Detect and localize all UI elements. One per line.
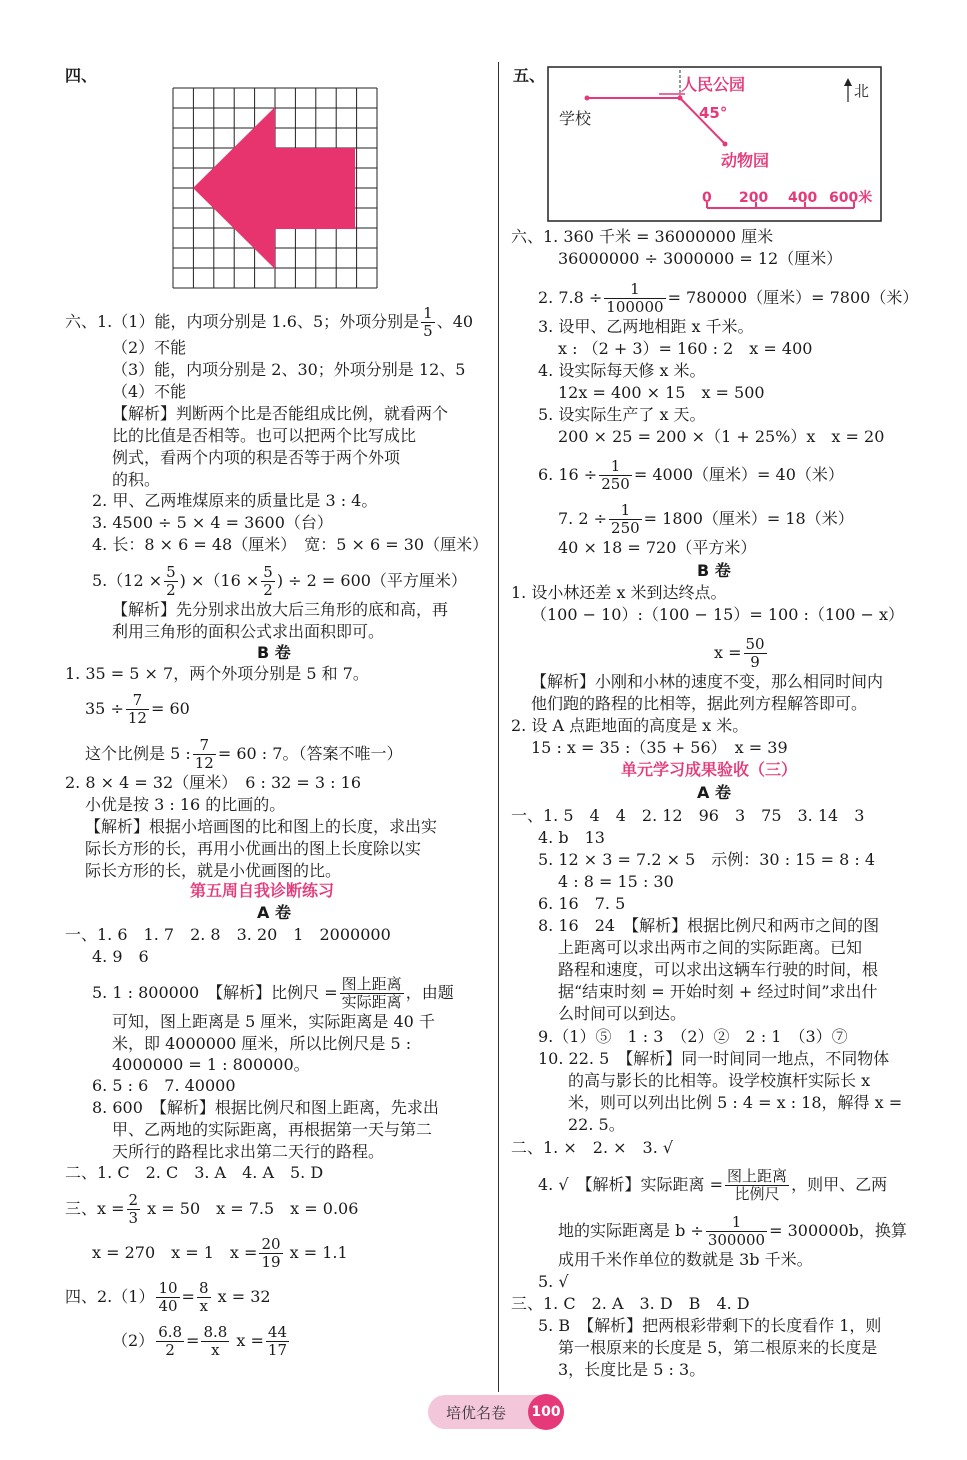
analysis-line: 【解析】判断两个比是否能组成比例，就看两个 [112,404,449,423]
analysis-line: 他们跑的路程的比相等，据此列方程解答即可。 [531,694,868,713]
a-item5c: 可知，图上距离是 5 厘米，实际距离是 40 千 [112,1012,435,1031]
analysis-line: 际长方形的长，就是小优画图的比。 [85,861,342,880]
map-diagram [547,66,882,222]
scale-0: 0 [702,190,712,206]
rsan-item5a: 5. B 【解析】把两根彩带剩下的长度看作 1，则 [538,1316,882,1335]
er-row: 二、1. C 2. C 3. A 4. A 5. D [65,1163,324,1182]
b-item1a: 1. 35 = 5 × 7，两个外项分别是 5 和 7。 [65,664,369,683]
footer-label: 培优名卷 [446,1404,507,1422]
analysis-line: 比的比值是否相等。也可以把两个比写成比 [112,426,417,445]
a-item5e: 4000000 = 1 : 800000。 [112,1055,310,1074]
r6-item1a: 六、1. 360 千米 = 36000000 厘米 [511,227,774,246]
ra-item10b: 的高与影长的比相等。设学校旗杆实际长 x [568,1071,871,1090]
column-divider [498,62,499,1392]
r6-item4a: 4. 设实际每天修 x 米。 [538,361,706,380]
fraction-1-5: $\frac{1}{5}$ [423,304,433,340]
si-row1: 四、2.（1） $\frac{10}{40}$ = $\frac{8}{x}$ x = 32 [65,1279,271,1315]
ra-item5b: 4 : 8 = 15 : 30 [558,872,674,891]
a-item8c: 天所行的路程比求出第二天行的路程。 [112,1142,385,1161]
s6-item4: 4. 长：8 × 6 = 48（厘米） 宽：5 × 6 = 30（厘米） [92,535,489,554]
ra-item8b: 上距离可以求出两市之间的实际距离。已知 [558,938,863,957]
ra-item8a: 8. 16 24 【解析】根据比例尺和两市之间的图 [538,916,880,935]
ra-item5a: 5. 12 × 3 = 7.2 × 5 示例：30 : 15 = 8 : 4 [538,850,876,869]
analysis-line: 【解析】先分别求出放大后三角形的底和高，再 [112,600,449,619]
week5-title: 第五周自我诊断练习 [190,881,335,900]
s6-item5: 5.（12 × $\frac{5}{2}$ ) ×（16 × $\frac{5}{2}$ ) ÷ 2 = 600（平方厘米） [92,563,467,599]
a-item5a: 5. 1 : 800000 【解析】比例尺 = 图上距离 实际距离 ，由题 [92,975,454,1011]
ra-item8e: 么时间可以到达。 [558,1004,687,1023]
unit3-title: 单元学习成果验收（三） [621,760,798,779]
zoo-label: 动物园 [721,151,770,170]
analysis-line: 例式，看两个内项的积是否等于两个外项 [112,448,401,467]
arrow-shape [193,107,355,269]
rsan-item5c: 3，长度比是 5 : 3。 [558,1360,706,1379]
angle-label: 45° [699,104,728,122]
rsan-item5b: 第一根原来的长度是 5，第二根原来的长度是 [558,1338,878,1357]
ra-item10d: 22. 5。 [568,1115,625,1134]
s6-item1a: 六、1.（1）能，内项分别是 1.6、5；外项分别是 $\frac{1}{5}$ 、40 [65,304,474,340]
b-item1c: 这个比例是 5 : $\frac{7}{12}$ = 60 : 7。（答案不唯一） [85,736,403,772]
a-item5d: 米，即 4000000 厘米，所以比例尺是 5 : [112,1034,412,1053]
a-item1b: 4. 9 6 [92,947,149,966]
a-item1a: 一、1. 6 1. 7 2. 8 3. 20 1 2000000 [65,925,391,944]
ra-item10c: 米，则可以列出比例 5 : 4 = x : 18，解得 x = [568,1093,903,1112]
analysis-line: 【解析】小刚和小林的速度不变，那么相同时间内 [531,672,884,691]
r6-item5b: 200 × 25 = 200 ×（1 + 25%）x x = 20 [558,427,885,446]
s6-item1c: （3）能，内项分别是 2、30；外项分别是 12、5 [112,360,466,379]
a-item8a: 8. 600 【解析】根据比例尺和图上距离，先求出 [92,1098,439,1117]
rb-item1a: 1. 设小林还差 x 米到达终点。 [511,583,727,602]
r6-item3b: x : （2 + 3）= 160 : 2 x = 400 [558,339,813,358]
a-paper-label-right: A 卷 [697,783,731,802]
s6-item3: 3. 4500 ÷ 5 × 4 = 3600（台） [92,513,333,532]
b-paper-label-right: B 卷 [697,561,731,580]
ra-item8c: 路程和速度，可以求出这辆车行驶的时间，根 [558,960,879,979]
scale-400: 400 [788,190,818,206]
a-item8b: 甲、乙两地的实际距离，再根据第一天与第二 [112,1120,433,1139]
ra-item10a: 10. 22. 5 【解析】同一时间同一地点，不同物体 [538,1049,890,1068]
scale-600: 600米 [829,190,873,206]
s6-item1b: （2）不能 [112,338,187,357]
rer-item4c: 地的实际距离是 b ÷ $\frac{1}{300000}$ = 300000b，换算 [558,1213,907,1249]
scale-200: 200 [739,190,769,206]
analysis-line: 利用三角形的面积公式求出面积即可。 [112,622,385,641]
ra-item1b: 4. b 13 [538,828,605,847]
ra-item8d: 据“结束时刻 = 开始时刻 + 经过时间”求出什 [558,982,878,1001]
b-item2a: 2. 8 × 4 = 32（厘米） 6 : 32 = 3 : 16 [65,773,362,792]
rsan-item1: 三、1. C 2. A 3. D B 4. D [511,1294,750,1313]
rb-item2a: 2. 设 A 点距地面的高度是 x 米。 [511,716,749,735]
b-paper-label: B 卷 [257,643,291,662]
r6-item1b: 36000000 ÷ 3000000 = 12（厘米） [558,249,843,268]
a-paper-label: A 卷 [257,903,291,922]
analysis-line: 际长方形的长，再用小优画出的图上长度除以实 [85,839,422,858]
s6-item1d: （4）不能 [112,382,187,401]
school-label: 学校 [559,109,592,128]
r6-item6: 6. 16 ÷ $\frac{1}{250}$ = 4000（厘米）= 40（米） [538,457,844,493]
ra-item1a: 一、1. 5 4 4 2. 12 96 3 75 3. 14 3 [511,806,865,825]
r6-item7: 7. 2 ÷ $\frac{1}{250}$ = 1800（厘米）= 18（米） [558,501,854,537]
b-item2b: 小优是按 3 : 16 的比画的。 [85,795,286,814]
rer-item4a: 4. √ 【解析】实际距离 = 图上距离 比例尺 ，则甲、乙两 [538,1167,888,1203]
analysis-line: 的积。 [112,470,161,489]
page-number: 100 [528,1394,564,1430]
analysis-line: 【解析】根据小培画图的比和图上的长度，求出实 [85,817,438,836]
rer-item1: 二、1. × 2. × 3. √ [511,1138,674,1157]
a-item6: 6. 5 : 6 7. 40000 [92,1076,236,1095]
rb-item1c: x = $\frac{50}{9}$ [714,635,765,671]
north-label: 北 [854,82,870,100]
ra-item6: 6. 16 7. 5 [538,894,626,913]
rer-item5: 5. √ [538,1272,569,1291]
section-four-label: 四、 [65,66,98,85]
r6-item3a: 3. 设甲、乙两地相距 x 千米。 [538,317,754,336]
park-label: 人民公园 [681,75,746,94]
ra-item9: 9.（1）⑤ 1 : 3 （2）② 2 : 1 （3）⑦ [538,1027,848,1046]
r6-item5a: 5. 设实际生产了 x 天。 [538,405,706,424]
s6-item2: 2. 甲、乙两堆煤原来的质量比是 3 : 4。 [92,491,378,510]
section-five-label: 五、 [513,66,546,85]
rer-item4f: 成用千米作单位的数就是 3b 千米。 [558,1250,813,1269]
si-row2: （2） $\frac{6.8}{2}$ = $\frac{8.8}{x}$ x = $\frac{44}{17}$ [112,1323,288,1359]
r6-item2: 2. 7.8 ÷ $\frac{1}{100000}$ = 780000（厘米）= 7800（米） [538,280,919,316]
r6-item7c: 40 × 18 = 720（平方米） [558,538,757,557]
rb-item1b: （100 − 10）:（100 − 15）= 100 :（100 − x） [531,605,904,624]
san-row1: 三、x = $\frac{2}{3}$ x = 50 x = 7.5 x = 0.06 [65,1191,359,1227]
b-item1b: 35 ÷ $\frac{7}{12}$ = 60 [85,691,190,727]
rb-item2b: 15 : x = 35 :（35 + 56） x = 39 [531,738,788,757]
san-row2: x = 270 x = 1 x = $\frac{20}{19}$ x = 1.1 [92,1235,348,1271]
grid-arrow-figure [172,87,378,289]
r6-item4b: 12x = 400 × 15 x = 500 [558,383,765,402]
